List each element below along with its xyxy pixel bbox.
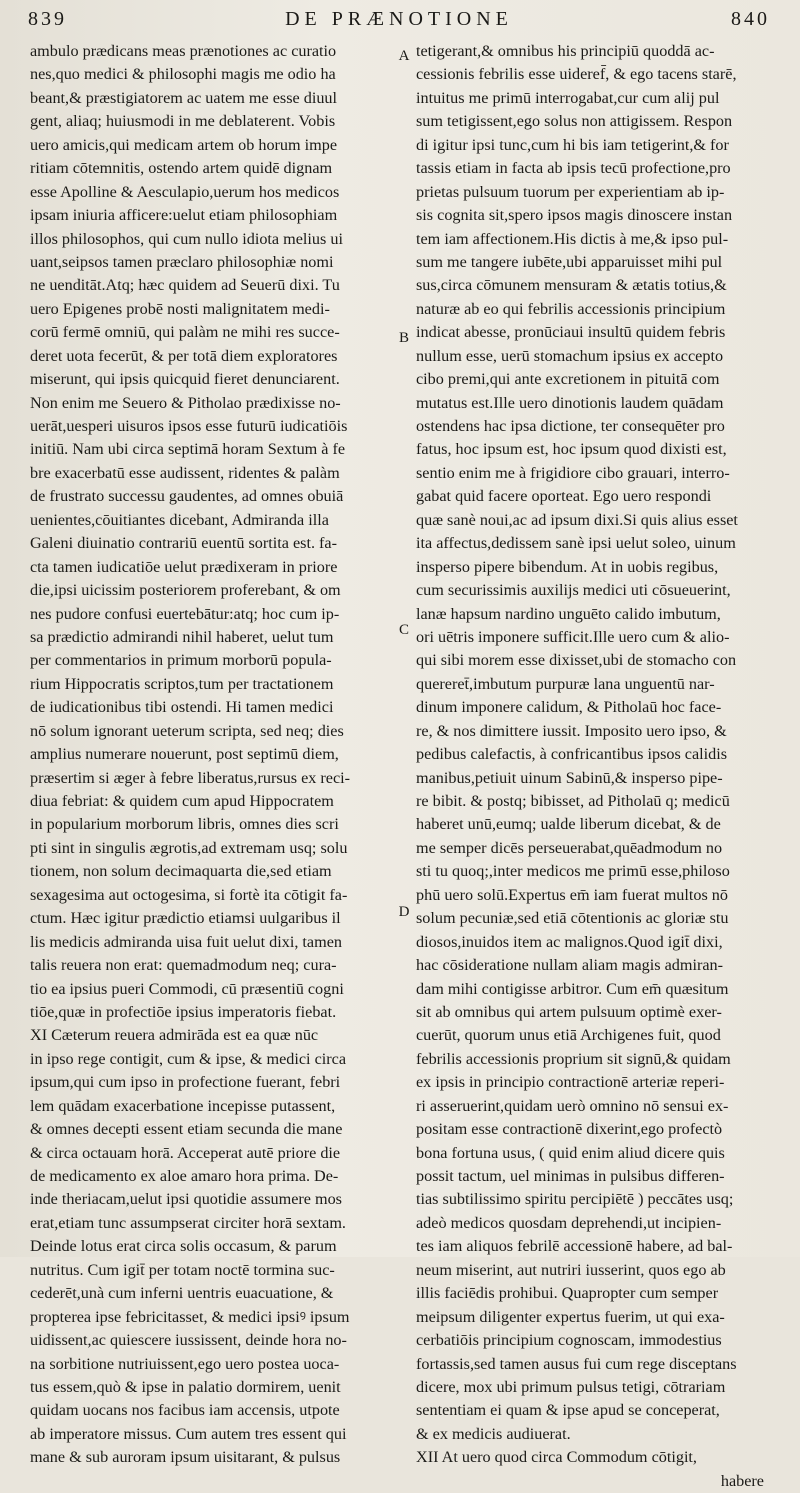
text-line: tiōe,quæ in profectiōe ipsius imperatoris fiebat. [30, 1002, 337, 1021]
margin-letter-d: D [398, 904, 410, 920]
text-line: ipsum,qui cum ipso in profectione fuerant, febri [30, 1073, 341, 1092]
text-line: de iudicationibus tibi ostendi. Hi tamen medici [30, 698, 334, 717]
text-line: uidissent,ac quiescere iussissent, deinde hora no- [30, 1331, 347, 1350]
text-line: ritiam cōtemnitis, ostendo artem quidē dignam [30, 159, 333, 178]
text-line: sexagesima aut octogesima, si fortè ita cōtigit fa- [30, 885, 348, 904]
text-line: ambulo prædicans meas prænotiones ac curatio [30, 42, 337, 60]
text-line: neum miserint, aut nutriri iusserint, quos ego ab [416, 1260, 726, 1279]
text-line: uerāt,uesperi uisuros ipsos esse futurū iudicatiōis [30, 417, 348, 435]
text-line: rium Hippocratis scriptos,tum per tractationem [30, 674, 334, 693]
text-line: pedibus calefactis, à confricantibus ipsos calidis [416, 745, 728, 764]
text-line: haberet unū,eumq; ualde liberum dicebat, & de [416, 815, 721, 834]
text-line: quæ sanè noui,ac ad ipsum dixi.Si quis alius esset [416, 510, 738, 529]
page-header [28, 8, 770, 34]
text-line: uero Epigenes probē nosti malignitatem medi- [30, 299, 330, 318]
text-line: ri asseruerint,quidam uerò omnino nō sensui ex- [416, 1096, 729, 1115]
text-line: tionem, non solum decimaquarta die,sed etiam [30, 862, 332, 881]
text-line: mane & sub auroram ipsum uisitarant, & pulsus [30, 1448, 341, 1467]
text-line: tassis etiam in facta ab ipsis tecū profectione,pro [416, 159, 731, 178]
text-line: nes pudore confusi euertebātur:atq; hoc cum ip- [30, 604, 340, 623]
text-line: Non enim me Seuero & Pitholao prædixisse no- [30, 393, 341, 412]
text-line: amplius numerare nouerunt, post septimū diem, [30, 745, 339, 764]
text-line: intuitus me primū interrogabat,cur cum alij pul [416, 88, 720, 107]
text-line: uenientes,cōuitiantes dicebant, Admiranda illa [30, 510, 329, 529]
text-line: nullum esse, uerū stomachum ipsius ex accepto [416, 346, 724, 365]
text-line: naturæ ab eo qui febrilis accessionis principium [416, 299, 726, 318]
text-line: tus essem,quò & ipse in palatio dormirem, uenit [30, 1377, 341, 1396]
text-line: ita affectus,dedissem sanè ipsi uelut soleo, uinum [416, 534, 736, 553]
text-line: fatus, hoc ipsum est, hoc ipsum quod dixisti est, [416, 440, 727, 459]
text-line: sum me tangere iubēte,ubi apparuisset mihi pul [416, 252, 723, 271]
text-line: prietas pulsuum tuorum per experientiam ab ip- [416, 182, 725, 201]
text-line: talis reuera non erat: quemadmodum neq; cura- [30, 956, 337, 975]
text-line: manibus,petiuit uinum Sabinū,& insperso pipe- [416, 768, 723, 787]
text-line: cessionis febrilis esse uideref̄, & ego tacens starē, [416, 65, 737, 84]
text-line: cum securissimis auxilijs medici uti cōsueuerint, [416, 581, 731, 600]
text-line: cibo premi,qui ante excretionem in pituitā com [416, 370, 720, 389]
text-line: deret uota fecerūt, & per totā diem exploratores [30, 346, 338, 365]
text-line: na sorbitione nutriuissent,ego uero postea uoca- [30, 1354, 340, 1373]
text-line: propterea ipse febricitasset, & medici ipsiꝰ ipsum [30, 1307, 350, 1326]
text-line: fortassis,sed tamen ausus fui cum rege disceptans [416, 1354, 737, 1373]
text-line: beant,& præstigiatorem ac uatem me esse diuul [30, 88, 338, 107]
text-line: tias subtilissimo spiritu percipiētē ) peccātes usq; [416, 1190, 734, 1209]
text-line: nō solum ignorant ueterum scripta, sed neq; dies [30, 721, 344, 740]
text-line: sit ab omnibus qui artem pulsuum optimè exer- [416, 1002, 722, 1021]
text-line: initiū. Nam ubi circa septimā horam Sextum à fe [30, 440, 346, 459]
text-line: miserunt, qui ipsis quicquid fieret denunciarent. [30, 370, 340, 389]
text-line: XI Cæterum reuera admirāda est ea quæ nūc [30, 1026, 319, 1045]
text-line: pti sint in singulis ægrotis,ad extremam usq; solu [30, 838, 348, 857]
text-line: lanæ hapsum nardino unguēto calido imbutum, [416, 604, 721, 623]
text-line: tes iam aliquos febrilē accessionē habere, ad bal- [416, 1237, 733, 1256]
page-number-right: 840 [731, 8, 770, 30]
text-line: illos philosophos, qui cum nullo idiota melius ui [30, 229, 343, 248]
text-line: ostendens hac ipsa dictione, ter consequēter pro [416, 417, 725, 435]
text-line: diua febriat: & quidem cum apud Hippocratem [30, 792, 334, 810]
text-line: & ex medicis audiuerat. [416, 1424, 571, 1443]
text-line: phū uero solū.Expertus em̄ iam fuerat multos nō [416, 885, 728, 904]
text-line: gent, aliaq; huiusmodi in me deblaterent. Vobis [30, 112, 336, 131]
margin-letter-b: B [398, 330, 409, 346]
text-line: adeò medicos quosdam deprehendi,ut incipien- [416, 1213, 722, 1232]
text-line: habere [720, 1471, 764, 1490]
text-line: positam esse contractionē dixerint,ego profectò [416, 1120, 723, 1139]
text-line: ab imperatore missus. Cum autem tres essent qui [30, 1424, 347, 1443]
right-text-column [416, 40, 772, 1493]
text-line: re, & nos dimittere iussit. Imposito uero ipso, & [416, 721, 727, 740]
text-line: sum tetigissent,ego solus non attigissem. Respon [416, 112, 733, 131]
text-line: gabat quid facere oporteat. Ego uero respondi [416, 487, 712, 506]
text-line: quidam uocans nos facibus iam accensis, utpote [30, 1401, 340, 1420]
text-line: dam mihi contigisse arbitror. Cum em̄ quæsitum [416, 979, 729, 998]
text-line: sententiam ei quam & ipse apud se conceperat, [416, 1401, 720, 1420]
text-line: febrilis accessionis proprium sit signū,& quidam [416, 1049, 731, 1068]
text-line: erat,etiam tunc assumpserat circiter horā sextam. [30, 1213, 346, 1232]
text-line: cerbatiōis principium cognoscam, immodestius [416, 1331, 722, 1350]
text-line: tio ea ipsius pueri Commodi, cū præsentiū cogni [30, 979, 344, 998]
text-line: hac cōsideratione nullam aliam magis admiran- [416, 956, 724, 975]
text-line: in popularium morborum libris, omnes dies scri [30, 815, 339, 834]
text-line: sus,circa cōmunem mensuram & ætatis totius,& [416, 276, 727, 295]
text-line: quereret̄,imbutum purpuræ lana unguentū nar- [416, 674, 715, 693]
text-line: cta tamen iudicatiōe uelut prædixeram in priore [30, 557, 338, 576]
text-line: me semper dicēs perseuerabat,quēadmodum no [416, 838, 723, 857]
left-text-column [30, 40, 392, 1470]
text-line: cederēt,unà cum inferni uentris euacuatione, & [30, 1284, 334, 1303]
text-line: sis cognita sit,spero ipsos magis dinoscere instan [416, 206, 733, 225]
text-line: illis faciēdis prohibui. Quapropter cum semper [416, 1284, 719, 1303]
text-line: esse Apolline & Aesculapio,uerum hos medicos [30, 182, 340, 201]
margin-letter-c: C [398, 622, 409, 638]
text-line: inde theriacam,uelut ipsi quotidie assumere mos [30, 1190, 342, 1209]
text-line: in ipso rege contigit, cum & ipse, & medici circa [30, 1049, 347, 1068]
text-line: ctum. Hæc igitur prædictio etiamsi uulgaribus il [30, 909, 341, 928]
text-line: Deinde lotus erat circa solis occasum, & parum [30, 1237, 337, 1256]
text-line: sa prædictio admirandi nihil haberet, uelut tum [30, 627, 334, 646]
text-line: corū fermē omniū, qui palàm ne mihi res succe- [30, 323, 340, 342]
text-line: de frustrato successu gaudentes, ad omnes obuiā [30, 487, 344, 506]
text-line: ipsam iniuria afficere:uelut etiam philosophiam [30, 206, 338, 225]
text-line: tetigerant,& omnibus his principiū quoddā ac- [416, 42, 715, 60]
text-line: di igitur ipsi tunc,cum hi bis iam tetigerint,& for [416, 135, 729, 154]
text-line: de medicamento ex aloe amaro hora prima. De- [30, 1167, 339, 1185]
text-line: qui sibi morem esse dixisset,ubi de stomacho con [416, 651, 737, 670]
page-number-left: 839 [28, 8, 67, 30]
text-line: dicere, mox ubi primum pulsus tetigi, cōtrariam [416, 1377, 726, 1396]
text-line: meipsum diligenter expertus fuerim, ut qui exa- [416, 1307, 725, 1326]
text-line: ori uētris imponere sufficit.Ille uero cum & alio- [416, 627, 730, 646]
text-line: re bibit. & postq; bibisset, ad Pitholaū q; medicū [416, 792, 730, 810]
text-line: & omnes decepti essent etiam secunda die mane [30, 1120, 343, 1139]
text-line: possit tactum, uel minimas in pulsibus differen- [416, 1167, 725, 1185]
text-line: ex ipsis in principio contractionē arteriæ reperi- [416, 1073, 725, 1092]
text-line: lem quādam exacerbatione incepisse putassent, [30, 1096, 336, 1115]
text-line: diosos,inuidos item ac malignos.Quod igit̄ dixi, [416, 932, 723, 951]
text-line: nutritus. Cum igit̄ per totam noctē tormina suc- [30, 1260, 335, 1279]
text-line: die,ipsi uicissim posteriorem proferebant, & om [30, 581, 341, 600]
text-line: indicat abesse, pronūciaui insultū quidem febris [416, 323, 726, 342]
text-line: sti tu quoq;,inter medicos me primū esse,philoso [416, 862, 730, 881]
text-line: mutatus est.Ille uero dinotionis laudem quādam [416, 393, 724, 412]
text-line: solum pecuniæ,sed etiā cōtentionis ac gloriæ stu [416, 909, 729, 928]
margin-letter-a: A [398, 48, 410, 64]
text-line: XII At uero quod circa Commodum cōtigit, [416, 1448, 697, 1467]
text-line: nes,quo medici & philosophi magis me odio ha [30, 65, 336, 84]
text-line: insperso pipere bibendum. At in uobis regibus, [416, 557, 719, 576]
text-line: cuerūt, quorum unus etiā Archigenes fuit, quod [416, 1026, 721, 1045]
text-line: Galeni diuinatio contrariū euentū sortita est. fa- [30, 534, 338, 553]
text-line: & circa octauam horā. Acceperat autē priore die [30, 1143, 341, 1162]
text-line: præsertim si æger à febre liberatus,rursus ex reci- [30, 768, 351, 787]
text-line: bona fortuna usus, ( quid enim aliud dicere quis [416, 1143, 725, 1162]
text-line: bre exacerbatū esse audissent, ridentes & palàm [30, 463, 340, 482]
text-line: tem iam affectionem.His dictis à me,& ipso pul- [416, 229, 729, 248]
text-line: per commentarios in primum morborū popula- [30, 651, 332, 670]
running-title: DE PRÆNOTIONE [285, 8, 513, 30]
text-line: dinum imponere calidum, & Pitholaū hoc face- [416, 698, 722, 717]
text-line: ne uenditāt.Atq; hæc quidem ad Seuerū dixi. Tu [30, 276, 340, 295]
text-line: sentio enim me à frigidiore cibo grauari, interro- [416, 463, 730, 482]
text-line: uero amicis,qui medicam artem ob horum impe [30, 135, 338, 154]
text-line: uant,seipsos tamen præclaro philosophiæ nomi [30, 252, 334, 271]
text-line: lis medicis admiranda uisa fuit uelut dixi, tamen [30, 932, 342, 951]
